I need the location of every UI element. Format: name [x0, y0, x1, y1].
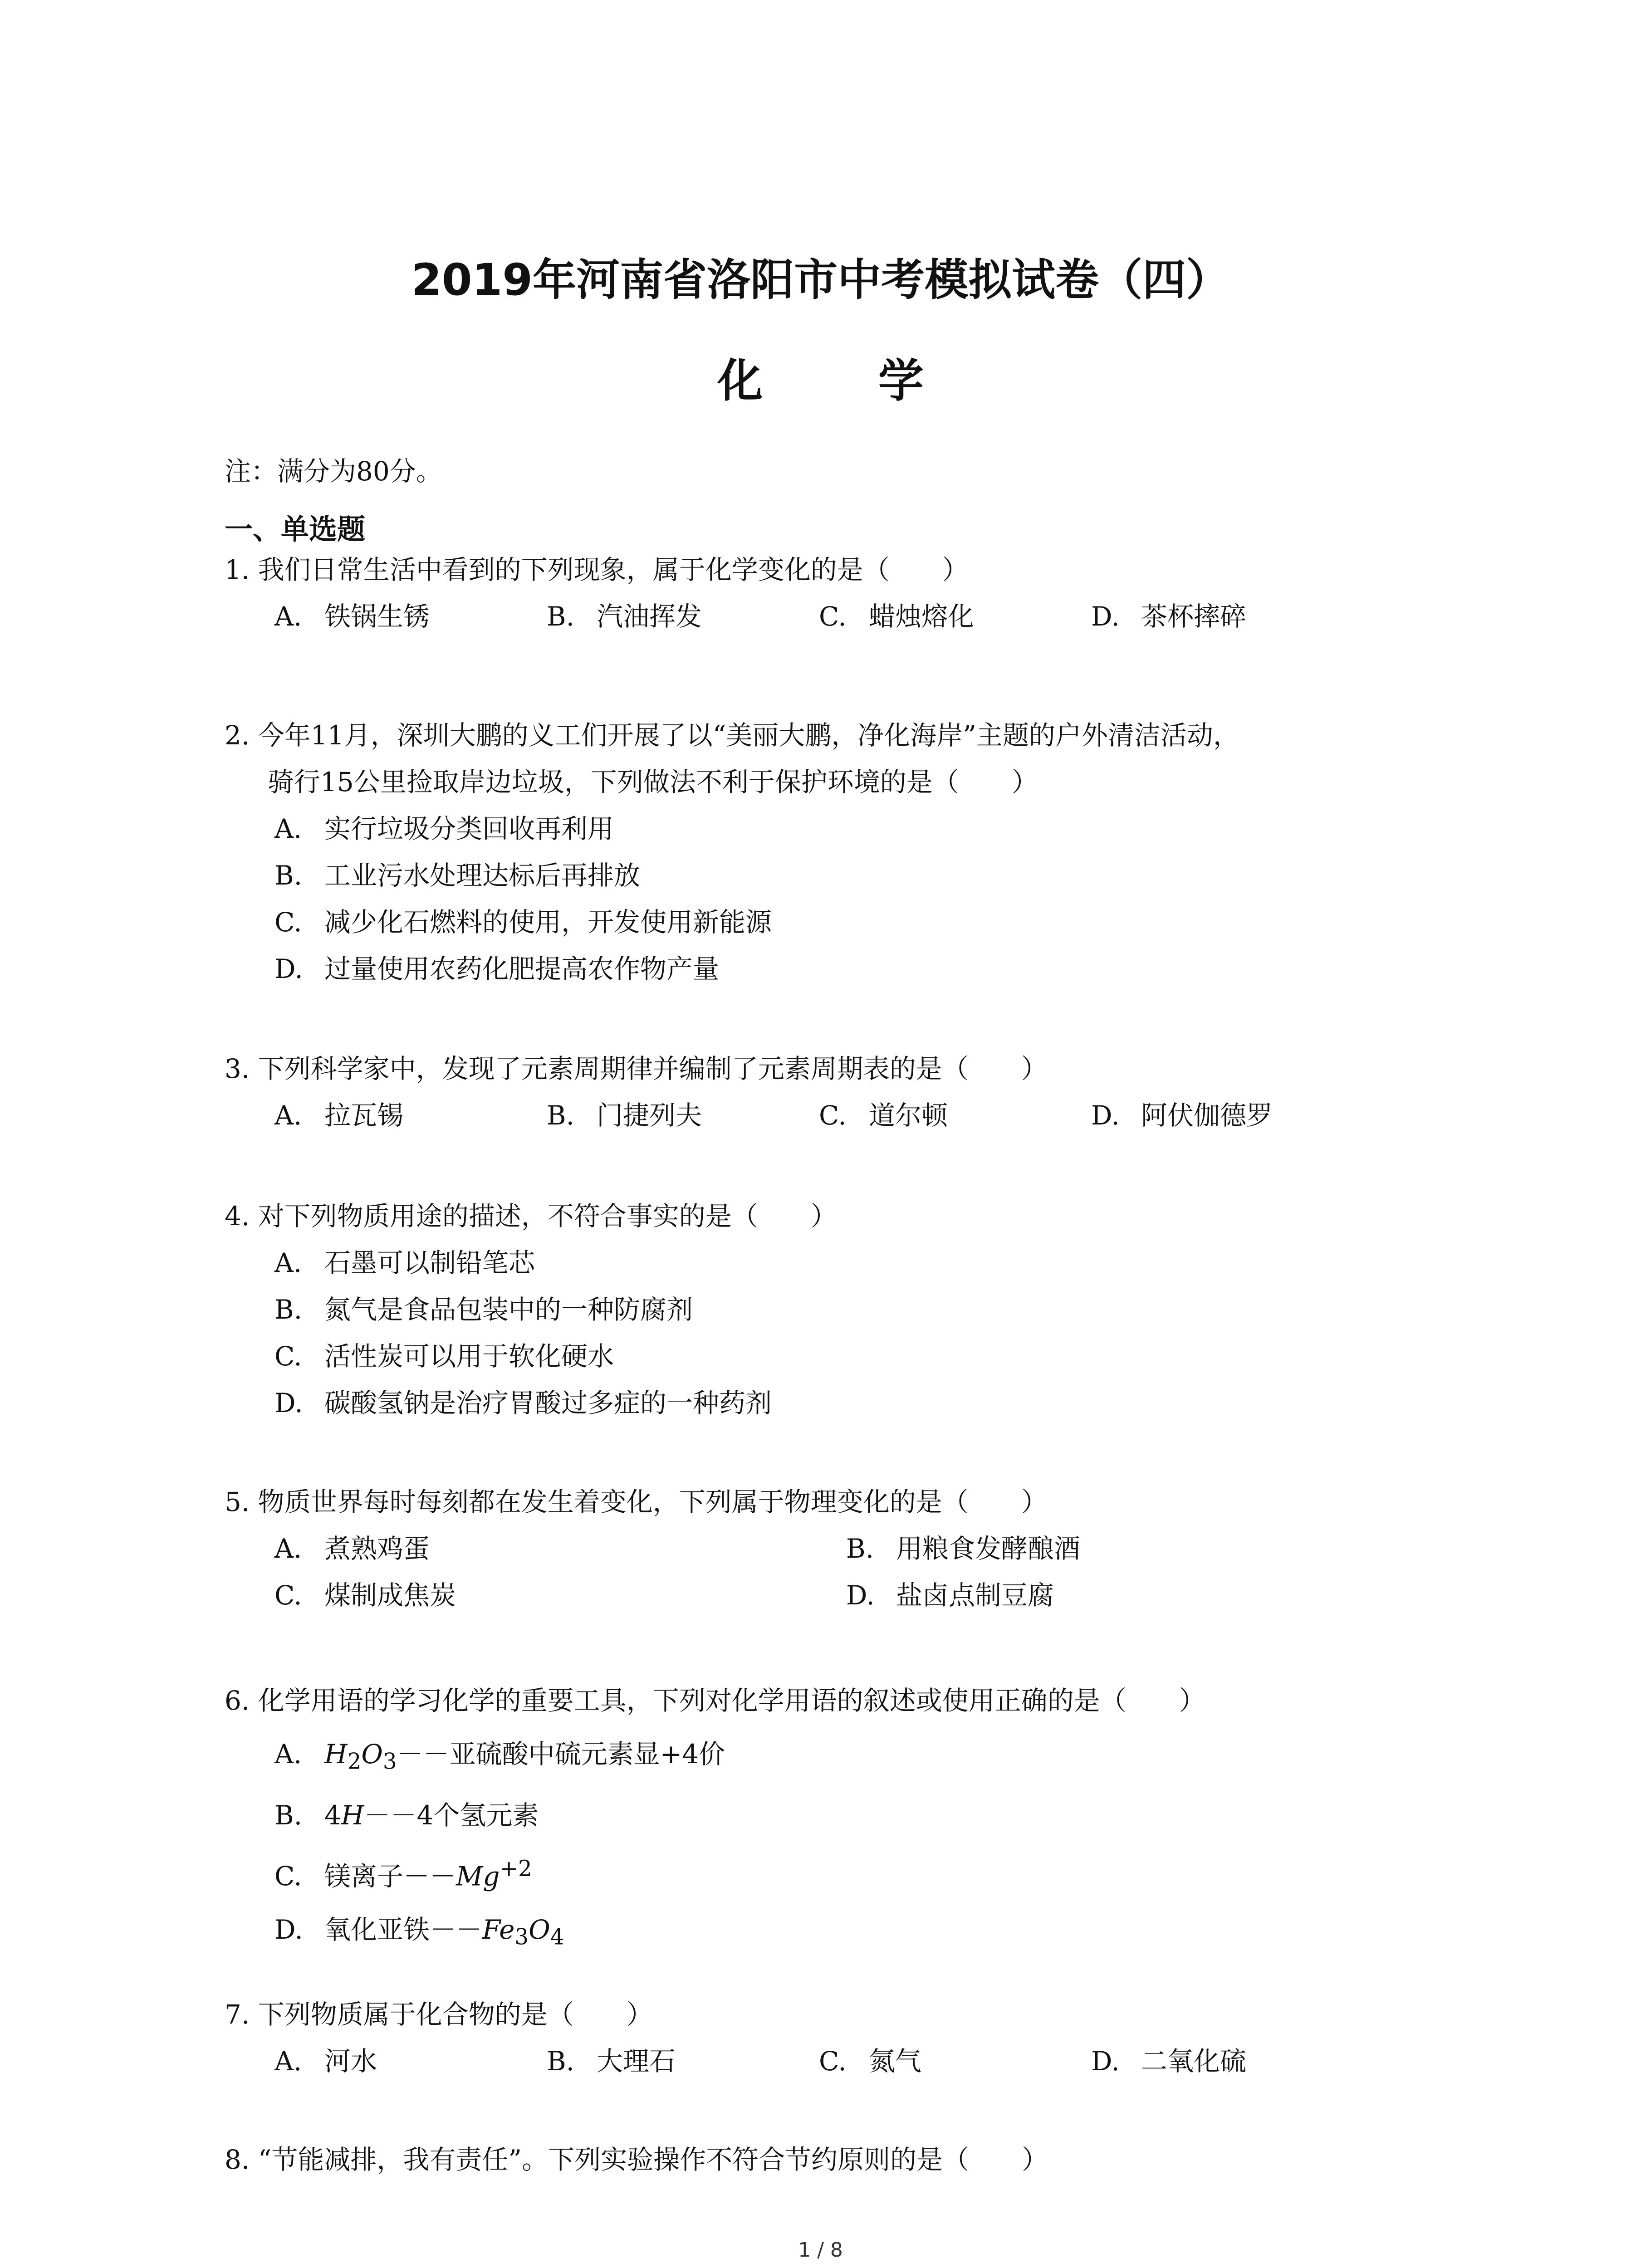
options [225, 806, 1450, 992]
question-stem: 6. 化学用语的学习化学的重要工具，下列对化学用语的叙述或使用正确的是（ ） [225, 1685, 1205, 1716]
question-stem: 7. 下列物质属于化合物的是（ ） [225, 1999, 653, 2030]
option-c: C. 减少化石燃料的使用，开发使用新能源 [274, 907, 772, 938]
question-stem: 5. 物质世界每时每刻都在发生着变化，下列属于物理变化的是（ ） [225, 1486, 1048, 1517]
options [225, 1727, 1450, 1964]
option-a: A. 石墨可以制铅笔芯 [274, 1247, 535, 1278]
chemical-formula: Fe [482, 1914, 515, 1945]
option-a: A. 实行垃圾分类回收再利用 [274, 813, 614, 844]
option-d: D. 过量使用农药化肥提高农作物产量 [274, 953, 720, 984]
option-d: D. 盐卤点制豆腐 [846, 1580, 1054, 1611]
chemical-formula: H [341, 1799, 364, 1831]
section-heading: 一、单选题 [225, 513, 366, 546]
option-c: C. 道尔顿 [819, 1100, 948, 1131]
option-a: A. 拉瓦锡 [274, 1100, 404, 1131]
page-number: 1 / 8 [798, 2239, 843, 2262]
option-c: C. 活性炭可以用于软化硬水 [274, 1341, 614, 1372]
option-d: D. 碳酸氢钠是治疗胃酸过多症的一种药剂 [274, 1388, 772, 1418]
option-a: A. 河水 [274, 2046, 377, 2077]
question-2 [225, 712, 1450, 992]
score-note: 注：满分为80分。 [225, 456, 442, 487]
question-stem: 8. “节能减排，我有责任”。下列实验操作不符合节约原则的是（ ） [225, 2144, 1048, 2175]
option-c: C. 氮气 [819, 2046, 922, 2077]
question-stem: 1. 我们日常生活中看到的下列现象，属于化学变化的是（ ） [225, 554, 969, 585]
option-a: A. 铁锅生锈 [274, 601, 430, 632]
option-d: D. 阿伏伽德罗 [1091, 1100, 1273, 1131]
option-a: A. 煮熟鸡蛋 [274, 1533, 430, 1564]
question-stem-continued: 骑行15公里捡取岸边垃圾，下列做法不利于保护环境的是（ ） [268, 767, 1038, 797]
question-5 [225, 1479, 1450, 1619]
page-title: 2019年河南省洛阳市中考模拟试卷（四） [411, 254, 1230, 305]
options [225, 593, 1450, 640]
question-3 [225, 1046, 1450, 1139]
question-stem: 3. 下列科学家中，发现了元素周期律并编制了元素周期表的是（ ） [225, 1053, 1048, 1084]
option-a: A. $H_2O_3--$亚硫酸中硫元素显+4价 [274, 1739, 725, 1774]
subject-title: 化 学 [717, 354, 974, 407]
option-d: D. 氧化亚铁$--Fe_3O_4$ [274, 1914, 564, 1950]
option-c: C. 镁离子$--Mg^{+2}$ [274, 1856, 532, 1892]
option-d: D. 二氧化硫 [1091, 2046, 1247, 2077]
question-6 [225, 1674, 1450, 1964]
option-b: B. 用粮食发酵酿酒 [846, 1533, 1081, 1564]
options [225, 2038, 1450, 2085]
options [225, 1240, 1450, 1427]
option-b: B. 汽油挥发 [547, 601, 702, 632]
options [225, 1525, 1450, 1619]
chemical-formula: H [324, 1739, 348, 1769]
option-b: B. 门捷列夫 [547, 1100, 702, 1131]
option-d: D. 茶杯摔碎 [1091, 601, 1247, 632]
question-stem: 2. 今年11月，深圳大鹏的义工们开展了以“美丽大鹏，净化海岸”主题的户外清洁活动， [225, 720, 1239, 751]
option-c: C. 蜡烛熔化 [819, 601, 975, 632]
question-8 [225, 2136, 1450, 2183]
option-b: B. 4H－－4个氢元素 [274, 1799, 539, 1831]
question-1 [225, 547, 1450, 640]
option-c: C. 煤制成焦炭 [274, 1580, 456, 1611]
chemical-formula: Mg [456, 1860, 500, 1892]
option-b: B. 大理石 [547, 2046, 676, 2077]
option-b: B. 工业污水处理达标后再排放 [274, 860, 641, 891]
question-4 [225, 1193, 1450, 1427]
option-b: B. 氮气是食品包装中的一种防腐剂 [274, 1294, 693, 1325]
question-7 [225, 1991, 1450, 2085]
options [225, 1092, 1450, 1139]
question-stem: 4. 对下列物质用途的描述，不符合事实的是（ ） [225, 1201, 837, 1232]
